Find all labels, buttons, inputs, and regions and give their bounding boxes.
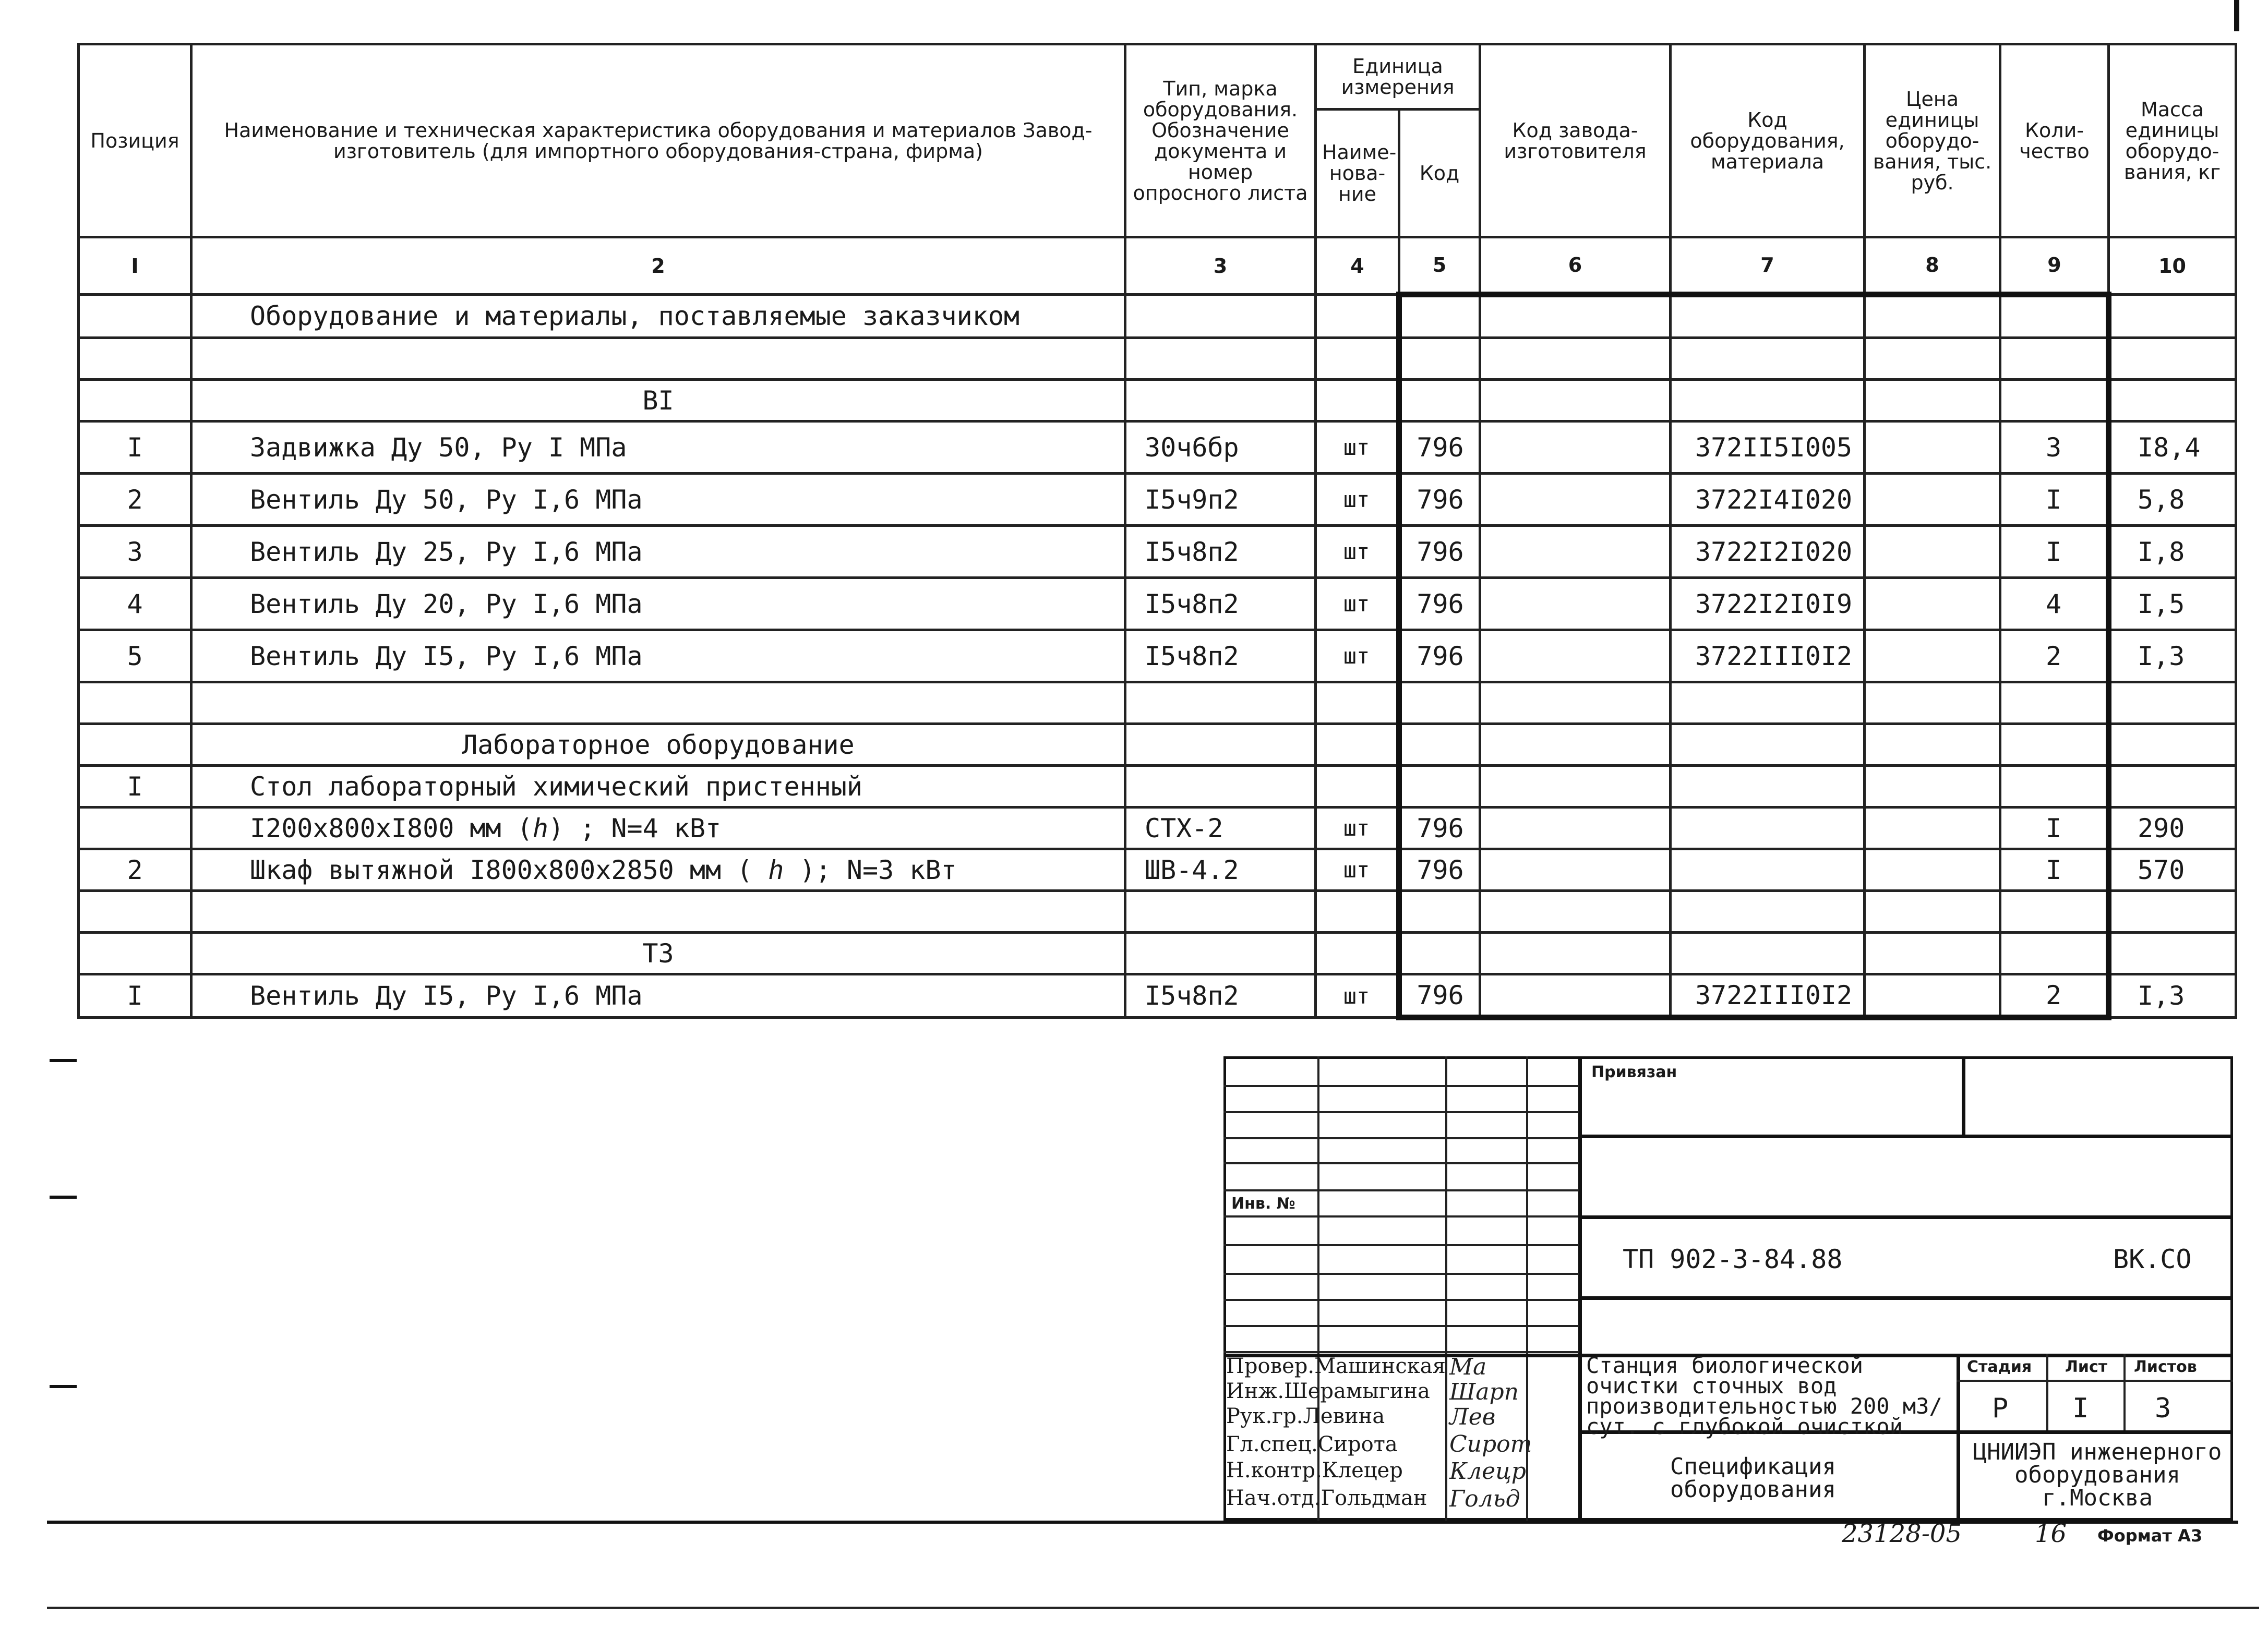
factory-code-cell: [1480, 933, 1671, 974]
position-cell: I: [79, 421, 191, 474]
col-number: 8: [1865, 237, 2000, 295]
col-header-unit-code: Код: [1399, 110, 1480, 237]
type-cell: 30ч6бр: [1125, 421, 1316, 474]
equipment-code-cell: [1671, 682, 1865, 724]
price-cell: [1865, 630, 2000, 682]
equipment-code-cell: [1671, 891, 1865, 933]
unit-code-cell: [1399, 724, 1480, 766]
signer-name: Левина: [1303, 1404, 1385, 1428]
col-header-name: Наименование и техническая характеристика оборудования и материалов Завод-изготовитель (для импортного оборудования-страна, фирма): [191, 44, 1125, 237]
mass-cell: [2109, 682, 2236, 724]
col-header-type: Тип, марка оборудования. Обозначение документа и номер опросного листа: [1125, 44, 1316, 237]
col-header-mass: Масса единицы оборудо-вания, кг: [2109, 44, 2236, 237]
document-title: Спецификация оборудования: [1670, 1453, 1836, 1503]
handwritten-signature: Шарп: [1449, 1379, 1519, 1405]
col-number: 4: [1316, 237, 1399, 295]
factory-code-cell: [1480, 630, 1671, 682]
title-block-line: [1957, 1380, 2233, 1382]
mass-cell: I8,4: [2109, 421, 2236, 474]
factory-code-cell: [1480, 808, 1671, 849]
signer-row: [1226, 1486, 1427, 1511]
price-cell: [1865, 724, 2000, 766]
unit-code-cell: 796: [1399, 974, 1480, 1018]
factory-code-cell: [1480, 849, 1671, 891]
equipment-code-cell: 3722I4I020: [1671, 474, 1865, 526]
signer-row: [1226, 1432, 1398, 1457]
name-cell: Лабораторное оборудование: [191, 724, 1125, 766]
equipment-code-cell: 3722I2I020: [1671, 526, 1865, 578]
price-cell: [1865, 295, 2000, 338]
unit-code-cell: 796: [1399, 630, 1480, 682]
position-cell: [79, 808, 191, 849]
col-number: 5: [1399, 237, 1480, 295]
title-block-line: [1223, 1215, 1579, 1218]
inventory-number-label: Инв. №: [1231, 1195, 1295, 1213]
sheets-value: 3: [2155, 1393, 2171, 1424]
col-number: 7: [1671, 237, 1865, 295]
col-number: I: [79, 237, 191, 295]
factory-code-cell: [1480, 578, 1671, 630]
unit-cell: [1316, 682, 1399, 724]
quantity-cell: 3: [2000, 421, 2109, 474]
mass-cell: I,3: [2109, 630, 2236, 682]
col-number: 3: [1125, 237, 1316, 295]
price-cell: [1865, 891, 2000, 933]
signer-name: Шерамыгина: [1284, 1379, 1430, 1403]
mass-cell: [2109, 933, 2236, 974]
name-cell: Вентиль Ду 25, Ру I,6 МПа: [191, 526, 1125, 578]
type-cell: ШВ-4.2: [1125, 849, 1316, 891]
title-block-line: [1223, 1085, 1579, 1087]
unit-code-cell: [1399, 380, 1480, 421]
position-cell: 3: [79, 526, 191, 578]
title-block-line: [2046, 1354, 2048, 1432]
stage-label: Стадия: [1967, 1358, 2032, 1376]
handwritten-signature: Гольд: [1449, 1486, 1520, 1512]
table-row: [79, 421, 2236, 474]
signer-row: [1226, 1404, 1385, 1429]
col-header-unit-group: Единица измерения: [1316, 44, 1480, 110]
handwritten-signature: Ма: [1449, 1354, 1487, 1380]
position-cell: I: [79, 766, 191, 808]
table-row: [79, 526, 2236, 578]
stage-value: Р: [1992, 1393, 2009, 1424]
mass-cell: [2109, 766, 2236, 808]
quantity-cell: I: [2000, 474, 2109, 526]
col-number: 6: [1480, 237, 1671, 295]
title-block-line: [1578, 1296, 2233, 1300]
unit-code-cell: [1399, 766, 1480, 808]
title-block-line: [1957, 1354, 1960, 1521]
table-row: [79, 630, 2236, 682]
binding-tick: [50, 1059, 77, 1062]
factory-code-cell: [1480, 295, 1671, 338]
format-label: Формат А3: [2097, 1526, 2203, 1546]
price-cell: [1865, 933, 2000, 974]
quantity-cell: 2: [2000, 974, 2109, 1018]
col-header-price: Цена единицы оборудо-вания, тыс. руб.: [1865, 44, 2000, 237]
title-block-line: [1223, 1111, 1579, 1113]
position-cell: 2: [79, 849, 191, 891]
col-header-unit-name: Наиме-нова-ние: [1316, 110, 1399, 237]
mass-cell: I,8: [2109, 526, 2236, 578]
mass-cell: 5,8: [2109, 474, 2236, 526]
name-cell: I200x800xI800 мм (ℎ) ; N=4 кВт: [191, 808, 1125, 849]
organization: ЦНИИЭП инженерного оборудования г.Москва: [1973, 1439, 2222, 1511]
equipment-code-cell: 3722I2I0I9: [1671, 578, 1865, 630]
name-cell: Вентиль Ду I5, Ру I,6 МПа: [191, 974, 1125, 1018]
signer-role: Рук.гр.: [1226, 1404, 1303, 1428]
signer-name: Машинская: [1314, 1354, 1446, 1378]
type-cell: СТХ-2: [1125, 808, 1316, 849]
price-cell: [1865, 808, 2000, 849]
quantity-cell: [2000, 682, 2109, 724]
quantity-cell: I: [2000, 526, 2109, 578]
unit-cell: [1316, 380, 1399, 421]
equipment-code-cell: 3722III0I2: [1671, 974, 1865, 1018]
title-block-line: [1578, 1135, 2233, 1138]
name-cell: [191, 338, 1125, 380]
name-cell: Задвижка Ду 50, Ру I МПа: [191, 421, 1125, 474]
corner-mark: [2234, 0, 2239, 31]
equipment-code-cell: [1671, 295, 1865, 338]
equipment-code-cell: [1671, 724, 1865, 766]
factory-code-cell: [1480, 526, 1671, 578]
unit-cell: шт: [1316, 526, 1399, 578]
price-cell: [1865, 682, 2000, 724]
quantity-cell: I: [2000, 849, 2109, 891]
factory-code-cell: [1480, 974, 1671, 1018]
mass-cell: [2109, 380, 2236, 421]
signer-role: Н.контр.: [1226, 1459, 1322, 1483]
table-row: [79, 933, 2236, 974]
page-number: 16: [2035, 1519, 2067, 1548]
price-cell: [1865, 380, 2000, 421]
factory-code-cell: [1480, 891, 1671, 933]
binding-tick: [50, 1385, 77, 1388]
unit-code-cell: 796: [1399, 421, 1480, 474]
quantity-cell: [2000, 766, 2109, 808]
document-code: ТП 902-3-84.88: [1623, 1244, 1843, 1274]
col-header-factory-code: Код завода-изготовителя: [1480, 44, 1671, 237]
unit-cell: шт: [1316, 630, 1399, 682]
type-cell: [1125, 766, 1316, 808]
price-cell: [1865, 338, 2000, 380]
title-block-line: [1445, 1056, 1447, 1521]
mass-cell: [2109, 724, 2236, 766]
handwritten-signature: Сирот: [1449, 1431, 1532, 1457]
unit-cell: [1316, 724, 1399, 766]
unit-code-cell: [1399, 338, 1480, 380]
title-block-line: [1223, 1325, 1579, 1327]
name-cell: Вентиль Ду 20, Ру I,6 МПа: [191, 578, 1125, 630]
position-cell: I: [79, 974, 191, 1018]
equipment-code-cell: 372II5I005: [1671, 421, 1865, 474]
position-cell: [79, 338, 191, 380]
signer-name: Гольдман: [1321, 1486, 1427, 1510]
unit-cell: [1316, 295, 1399, 338]
price-cell: [1865, 421, 2000, 474]
type-cell: [1125, 682, 1316, 724]
factory-code-cell: [1480, 682, 1671, 724]
table-row: [79, 338, 2236, 380]
title-block-line: [1962, 1056, 1965, 1136]
type-cell: [1125, 338, 1316, 380]
type-cell: I5ч8п2: [1125, 630, 1316, 682]
factory-code-cell: [1480, 766, 1671, 808]
factory-code-cell: [1480, 380, 1671, 421]
name-cell: [191, 891, 1125, 933]
signer-name: Сирота: [1317, 1432, 1398, 1456]
table-row: [79, 891, 2236, 933]
col-number: 9: [2000, 237, 2109, 295]
table-row: [79, 682, 2236, 724]
quantity-cell: 4: [2000, 578, 2109, 630]
type-cell: [1125, 295, 1316, 338]
quantity-cell: [2000, 933, 2109, 974]
type-cell: [1125, 933, 1316, 974]
price-cell: [1865, 766, 2000, 808]
archive-number: 23128-05: [1842, 1519, 1962, 1548]
quantity-cell: [2000, 891, 2109, 933]
mass-cell: 290: [2109, 808, 2236, 849]
unit-cell: шт: [1316, 578, 1399, 630]
handwritten-signature: Лев: [1449, 1404, 1496, 1430]
title-block-line: [1223, 1137, 1579, 1139]
type-cell: I5ч8п2: [1125, 974, 1316, 1018]
unit-cell: [1316, 891, 1399, 933]
type-cell: I5ч9п2: [1125, 474, 1316, 526]
signer-role: Гл.спец.: [1226, 1432, 1318, 1456]
quantity-cell: [2000, 380, 2109, 421]
unit-code-cell: [1399, 295, 1480, 338]
table-row: [79, 578, 2236, 630]
price-cell: [1865, 474, 2000, 526]
table-row: [79, 295, 2236, 338]
equipment-code-cell: [1671, 766, 1865, 808]
name-cell: Стол лабораторный химический пристенный: [191, 766, 1125, 808]
factory-code-cell: [1480, 421, 1671, 474]
col-header-equipment-code: Код оборудования, материала: [1671, 44, 1865, 237]
unit-cell: [1316, 766, 1399, 808]
unit-cell: шт: [1316, 474, 1399, 526]
unit-cell: [1316, 933, 1399, 974]
mass-cell: I,3: [2109, 974, 2236, 1018]
title-block-line: [1223, 1273, 1579, 1275]
price-cell: [1865, 849, 2000, 891]
equipment-code-cell: [1671, 808, 1865, 849]
handwritten-signature: Клецр: [1449, 1458, 1526, 1485]
unit-cell: шт: [1316, 974, 1399, 1018]
position-cell: 5: [79, 630, 191, 682]
table-row: [79, 974, 2236, 1018]
unit-cell: [1316, 338, 1399, 380]
type-cell: [1125, 891, 1316, 933]
position-cell: 4: [79, 578, 191, 630]
title-block-line: [1578, 1056, 1582, 1521]
signer-name: Клецер: [1322, 1459, 1403, 1483]
mass-cell: 570: [2109, 849, 2236, 891]
name-cell: Т3: [191, 933, 1125, 974]
name-cell: BI: [191, 380, 1125, 421]
table-row: [79, 380, 2236, 421]
type-cell: I5ч8п2: [1125, 578, 1316, 630]
unit-code-cell: 796: [1399, 849, 1480, 891]
position-cell: [79, 380, 191, 421]
trim-line: [47, 1607, 2259, 1609]
type-cell: [1125, 724, 1316, 766]
unit-code-cell: [1399, 933, 1480, 974]
sheet-value: I: [2072, 1393, 2089, 1424]
unit-code-cell: 796: [1399, 474, 1480, 526]
col-header-quantity: Коли-чество: [2000, 44, 2109, 237]
equipment-code-cell: [1671, 380, 1865, 421]
unit-code-cell: 796: [1399, 526, 1480, 578]
mass-cell: [2109, 891, 2236, 933]
sheets-label: Листов: [2134, 1358, 2197, 1376]
unit-code-cell: [1399, 682, 1480, 724]
quantity-cell: [2000, 338, 2109, 380]
position-cell: 2: [79, 474, 191, 526]
signer-role: Провер.: [1226, 1354, 1315, 1378]
name-cell: Шкаф вытяжной I800x800x2850 мм ( ℎ ); N=3 кВт: [191, 849, 1125, 891]
table-row: [79, 849, 2236, 891]
title-block-line: [2123, 1354, 2126, 1432]
col-number: 10: [2109, 237, 2236, 295]
unit-cell: шт: [1316, 849, 1399, 891]
mass-cell: [2109, 338, 2236, 380]
specification-table: [77, 43, 2237, 1020]
position-cell: [79, 891, 191, 933]
equipment-code-cell: [1671, 338, 1865, 380]
name-cell: Оборудование и материалы, поставляемые заказчиком: [191, 295, 1125, 338]
unit-cell: шт: [1316, 421, 1399, 474]
price-cell: [1865, 974, 2000, 1018]
mass-cell: I,5: [2109, 578, 2236, 630]
factory-code-cell: [1480, 338, 1671, 380]
title-block-line: [1223, 1299, 1579, 1301]
title-block-line: [1223, 1162, 1579, 1164]
signer-row: [1226, 1379, 1430, 1404]
equipment-code-cell: [1671, 933, 1865, 974]
equipment-code-cell: [1671, 849, 1865, 891]
document-mark: ВК.СО: [2113, 1244, 2192, 1274]
table-row: [79, 724, 2236, 766]
quantity-cell: I: [2000, 808, 2109, 849]
equipment-code-cell: 3722III0I2: [1671, 630, 1865, 682]
position-cell: [79, 933, 191, 974]
unit-code-cell: 796: [1399, 808, 1480, 849]
factory-code-cell: [1480, 474, 1671, 526]
quantity-cell: [2000, 295, 2109, 338]
table-row: [79, 766, 2236, 808]
quantity-cell: 2: [2000, 630, 2109, 682]
table-row: [79, 808, 2236, 849]
type-cell: I5ч8п2: [1125, 526, 1316, 578]
type-cell: [1125, 380, 1316, 421]
sheet-label: Лист: [2065, 1358, 2108, 1376]
binding-tick: [50, 1196, 77, 1199]
signer-role: Инж.: [1226, 1379, 1285, 1403]
title-block-line: [1223, 1351, 1579, 1353]
project-title: Станция биологической очистки сточных вод производительностью 200 м3/сут. с глубокой очисткой: [1586, 1353, 1942, 1439]
binding-label: Привязан: [1591, 1063, 1677, 1081]
signer-role: Нач.отд.: [1226, 1486, 1321, 1510]
signer-row: [1226, 1458, 1403, 1483]
quantity-cell: [2000, 724, 2109, 766]
title-block-line: [1223, 1244, 1579, 1246]
position-cell: [79, 682, 191, 724]
name-cell: Вентиль Ду I5, Ру I,6 МПа: [191, 630, 1125, 682]
name-cell: [191, 682, 1125, 724]
col-number: 2: [191, 237, 1125, 295]
position-cell: [79, 295, 191, 338]
position-cell: [79, 724, 191, 766]
price-cell: [1865, 526, 2000, 578]
table-row: [79, 474, 2236, 526]
col-header-position: Позиция: [79, 44, 191, 237]
unit-code-cell: 796: [1399, 578, 1480, 630]
name-cell: Вентиль Ду 50, Ру I,6 МПа: [191, 474, 1125, 526]
mass-cell: [2109, 295, 2236, 338]
price-cell: [1865, 578, 2000, 630]
factory-code-cell: [1480, 724, 1671, 766]
title-block-line: [1223, 1189, 1579, 1191]
title-block-line: [1578, 1215, 2233, 1219]
unit-code-cell: [1399, 891, 1480, 933]
unit-cell: шт: [1316, 808, 1399, 849]
signer-row: [1226, 1354, 1446, 1379]
